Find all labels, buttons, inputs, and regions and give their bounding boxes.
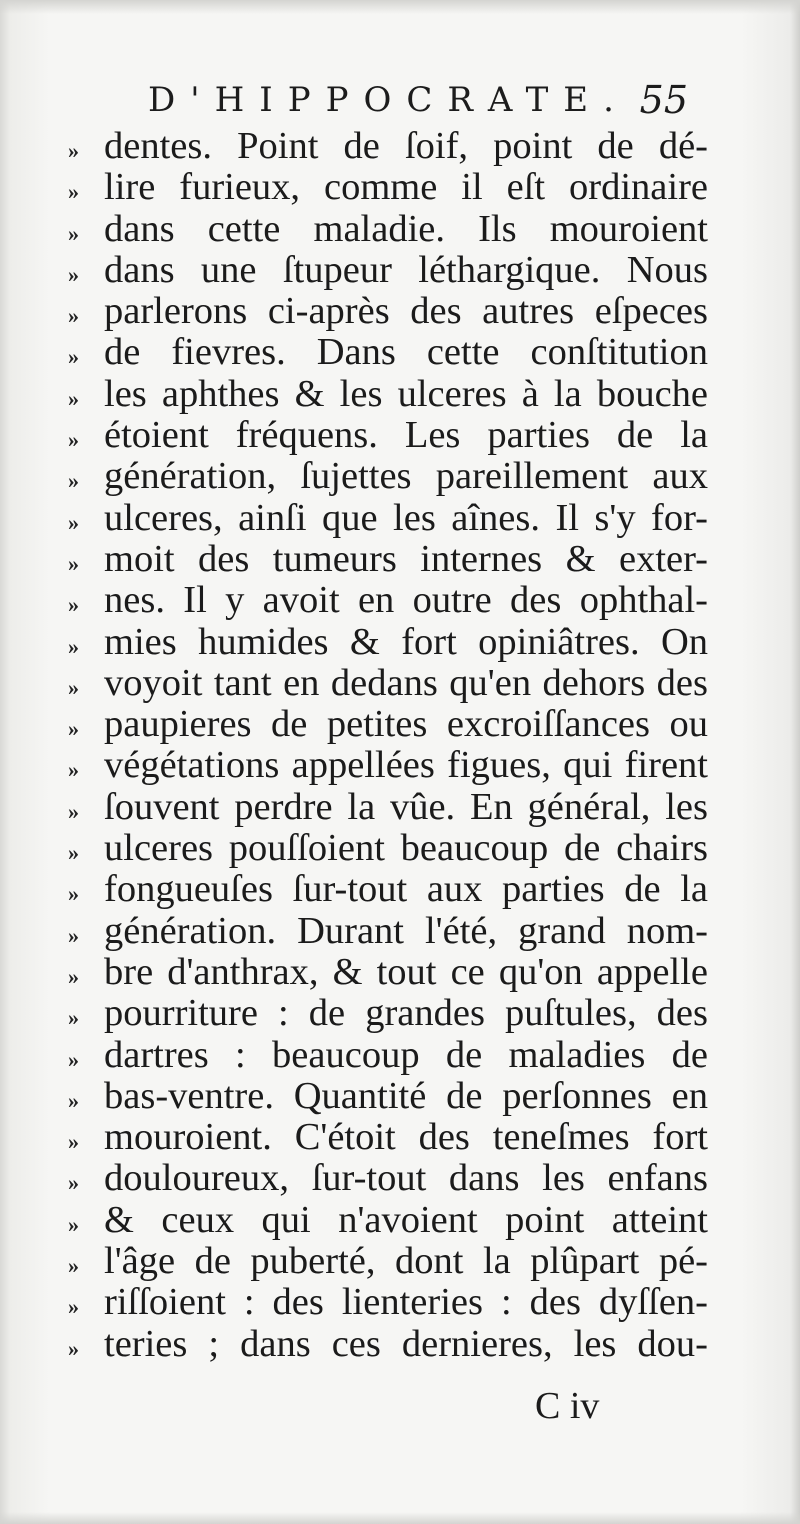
text-line <box>68 704 708 745</box>
text-line <box>68 663 708 704</box>
line-text: bas-ventre. Quantité de perſonnes en <box>104 1075 708 1117</box>
line-text: dans cette maladie. Ils mouroient <box>104 208 708 250</box>
line-text: voyoit tant en dedans qu'en dehors des <box>104 662 708 704</box>
line-text: paupieres de petites excroiſſances ou <box>104 704 708 746</box>
line-text: de fievres. Dans cette conſtitution <box>104 332 708 374</box>
quote-mark: » <box>68 674 79 700</box>
line-text: ulceres pouſſoient beaucoup de chairs <box>104 828 708 870</box>
quote-mark: » <box>68 592 79 618</box>
quote-mark: » <box>68 220 79 246</box>
line-text: mies humides & fort opiniâtres. On <box>104 621 708 663</box>
quote-mark: » <box>68 468 79 494</box>
quote-mark: » <box>68 179 79 205</box>
body-text <box>68 126 708 1365</box>
quote-mark: » <box>68 261 79 287</box>
quote-mark: » <box>68 922 79 948</box>
quote-mark: » <box>68 881 79 907</box>
text-line <box>68 787 708 828</box>
quote-mark: » <box>68 633 79 659</box>
text-line <box>68 745 708 786</box>
text-line <box>68 539 708 580</box>
line-text: ſouvent perdre la vûe. En général, les <box>104 786 708 828</box>
text-line <box>68 291 708 332</box>
line-text: mouroient. C'étoit des teneſmes fort <box>104 1117 708 1159</box>
text-line <box>68 250 708 291</box>
line-text: nes. Il y avoit en outre des ophthal- <box>104 580 708 622</box>
line-text: génération, ſujettes pareillement aux <box>104 456 708 498</box>
line-text: douloureux, ſur-tout dans les enfans <box>104 1158 708 1200</box>
text-line <box>68 1200 708 1241</box>
quote-mark: » <box>68 798 79 824</box>
line-text: dentes. Point de ſoif, point de dé- <box>104 126 708 167</box>
quote-mark: » <box>68 840 79 866</box>
text-line <box>68 332 708 373</box>
quote-mark: » <box>68 1253 79 1279</box>
quote-mark: » <box>68 1087 79 1113</box>
text-line <box>68 580 708 621</box>
text-line <box>68 374 708 415</box>
line-text: les aphthes & les ulceres à la bouche <box>104 373 708 415</box>
quote-mark: » <box>68 550 79 576</box>
quote-mark: » <box>68 1129 79 1155</box>
line-text: l'âge de puberté, dont la plûpart pé- <box>104 1241 708 1283</box>
line-text: végétations appellées figues, qui firent <box>104 745 708 787</box>
text-line <box>68 1158 708 1199</box>
text-line <box>68 126 708 167</box>
signature-mark: C iv <box>535 1385 600 1427</box>
line-text: étoient fréquens. Les parties de la <box>104 415 708 457</box>
quote-mark: » <box>68 1294 79 1320</box>
text-line <box>68 911 708 952</box>
running-head: D'HIPPOCRATE. <box>148 80 629 120</box>
text-line <box>68 209 708 250</box>
text-line <box>68 498 708 539</box>
text-line <box>68 456 708 497</box>
text-line <box>68 1035 708 1076</box>
text-line <box>68 167 708 208</box>
text-line <box>68 622 708 663</box>
text-line <box>68 869 708 910</box>
quote-mark: » <box>68 1335 79 1361</box>
line-text: fongueuſes ſur-tout aux parties de la <box>104 869 708 911</box>
quote-mark: » <box>68 344 79 370</box>
quote-mark: » <box>68 385 79 411</box>
quote-mark: » <box>68 427 79 453</box>
quote-mark: » <box>68 757 79 783</box>
line-text: teries ; dans ces dernieres, les dou- <box>104 1323 708 1365</box>
page-header <box>148 80 688 130</box>
text-line <box>68 1282 708 1323</box>
line-text: bre d'anthrax, & tout ce qu'on appelle <box>104 951 708 993</box>
quote-mark: » <box>68 1170 79 1196</box>
text-line <box>68 1117 708 1158</box>
quote-mark: » <box>68 138 79 163</box>
page-number: 55 <box>639 78 688 122</box>
quote-mark: » <box>68 1005 79 1031</box>
line-text: génération. Durant l'été, grand nom- <box>104 910 708 952</box>
text-line <box>68 1324 708 1365</box>
line-text: moit des tumeurs internes & exter- <box>104 538 708 580</box>
text-line <box>68 828 708 869</box>
quote-mark: » <box>68 509 79 535</box>
line-text: pourriture : de grandes puſtules, des <box>104 993 708 1035</box>
text-line <box>68 952 708 993</box>
text-line <box>68 993 708 1034</box>
quote-mark: » <box>68 303 79 329</box>
quote-mark: » <box>68 1046 79 1072</box>
line-text: parlerons ci-après des autres eſpeces <box>104 291 708 333</box>
line-text: lire furieux, comme il eſt ordinaire <box>104 167 708 209</box>
quote-mark: » <box>68 1211 79 1237</box>
line-text: dartres : beaucoup de maladies de <box>104 1034 708 1076</box>
text-line <box>68 415 708 456</box>
text-line <box>68 1076 708 1117</box>
line-text: & ceux qui n'avoient point atteint <box>104 1199 708 1241</box>
text-line <box>68 1241 708 1282</box>
line-text: ulceres, ainſi que les aînes. Il s'y for- <box>104 497 708 539</box>
quote-mark: » <box>68 716 79 742</box>
line-text: riſſoient : des lienteries : des dyſſen- <box>104 1282 708 1324</box>
quote-mark: » <box>68 963 79 989</box>
line-text: dans une ſtupeur léthargique. Nous <box>104 249 708 291</box>
